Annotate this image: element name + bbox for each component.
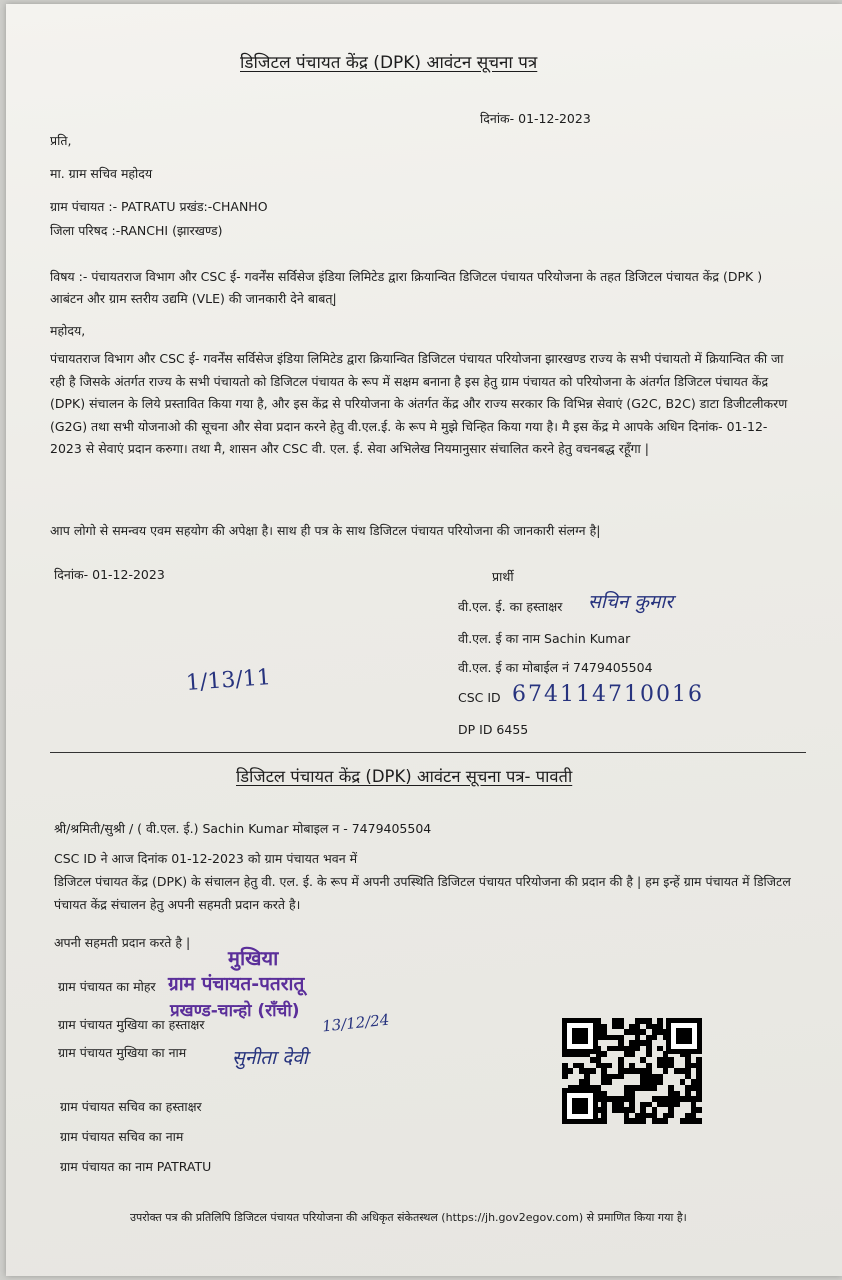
district-line: जिला परिषद :-RANCHI (झारखण्ड): [50, 223, 223, 238]
vle-name-line: वी.एल. ई का नाम Sachin Kumar: [458, 631, 631, 646]
qr-finder-top-left: [562, 1018, 598, 1054]
csc-id-handwritten: 674114710016: [512, 682, 704, 707]
stamp-line-3: प्रखण्ड-चान्हो (राँची): [170, 1001, 300, 1021]
mukhiya-name-handwritten: सुनीता देवी: [232, 1047, 308, 1069]
applicant-label: प्रार्थी: [492, 569, 514, 584]
receipt-line-4: अपनी सहमती प्रदान करते है |: [54, 935, 191, 950]
secretary-sign-label: ग्राम पंचायत सचिव का हस्ताक्षर: [60, 1099, 202, 1114]
stamp-line-1: मुखिया: [228, 946, 279, 970]
vle-mobile-line: वी.एल. ई का मोबाईल नं 7479405504: [458, 660, 653, 675]
receipt-line-2: CSC ID ने आज दिनांक 01-12-2023 को ग्राम पंचायत भवन में: [54, 851, 358, 866]
subject: विषय :- पंचायतराज विभाग और CSC ई- गवर्नेंस सर्विसेज इंडिया लिमिटेड द्वारा क्रियान्वित डिजिटल पंचायत परियोजना के तहत डिजिटल पंचायत केंद्र (DPK ) आबंटन और ग्राम स्तरीय उद्यमि (VLE) की जानकारी देने बाबत्|: [50, 269, 763, 306]
addressee: मा. ग्राम सचिव महोदय: [50, 166, 153, 181]
notice-paper: [6, 4, 842, 1276]
panchayat-line: ग्राम पंचायत :- PATRATU प्रखंड:-CHANHO: [50, 199, 268, 214]
stamp-date: 13/12/24: [321, 1010, 391, 1036]
mukhiya-name-label: ग्राम पंचायत मुखिया का नाम: [58, 1045, 187, 1060]
sign-date: दिनांक- 01-12-2023: [54, 567, 165, 582]
body-paragraph: पंचायतराज विभाग और CSC ई- गवर्नेंस सर्विसेज इंडिया लिमिटेड द्वारा क्रियान्वित डिजिटल पंचायत परियोजना झारखण्ड राज्य के सभी पंचायतो में क्रियान्वित की जा रही है जिसके अंतर्गत राज्य के सभी पंचायतो को डिजिटल पंचायत के रूप में सक्षम बनाना है इस हेतु ग्राम पंचायत को परियोजना के अंतर्गत डिजिटल पंचायत केंद्र (DPK) संचालन के लिये प्रस्तावित किया गया है, और इस केंद्र से परियोजना के अंतर्गत केंद्र और राज्य सरकार कि विभिन्न सेवाएं (G2C, B2C) डाटा डिजीटलीकरण (G2G) तथा सभी योजनाओ की सूचना और सेवा प्रदान करने हेतु वी.एल.ई. के रूप मे मुझे चिन्हित किया गया है। मै इस केंद्र मे आपके अधिन दिनांक- 01-12-2023 से सेवाएं प्रदान करुगा। तथा मै, शासन और CSC वी. एल. ई. सेवा अभिलेख नियमानुसार संचालित करने हेतु वचनबद्ध रहूँगा |: [50, 351, 788, 456]
qr-finder-bottom-left: [562, 1088, 598, 1124]
receipt-title: डिजिटल पंचायत केंद्र (DPK) आवंटन सूचना पत्र- पावती: [236, 767, 573, 786]
footer-note: उपरोक्त पत्र की प्रतिलिपि डिजिटल पंचायत परियोजना की अधिकृत संकेतस्थल (https://jh.gov2egov.com) से प्रमाणित किया गया है।: [130, 1211, 687, 1224]
dp-id-line: DP ID 6455: [458, 722, 529, 737]
receipt-line-1: श्री/श्रमिती/सुश्री / ( वी.एल. ई.) Sachin Kumar मोबाइल न - 7479405504: [54, 821, 432, 836]
qr-module: [696, 1118, 702, 1124]
notice-date: दिनांक- 01-12-2023: [480, 111, 591, 126]
stamp-line-2: ग्राम पंचायत-पतरातू: [168, 973, 305, 995]
vle-sign-label: वी.एल. ई. का हस्ताक्षर: [458, 599, 563, 614]
mukhiya-sign-label: ग्राम पंचायत मुखिया का हस्ताक्षर: [58, 1017, 205, 1032]
panchayat-name-line: ग्राम पंचायत का नाम PATRATU: [60, 1159, 212, 1174]
secretary-name-label: ग्राम पंचायत सचिव का नाम: [60, 1129, 184, 1144]
csc-id-label: CSC ID: [458, 690, 501, 705]
qr-finder-top-right: [666, 1018, 702, 1054]
vle-signature: सचिन कुमार: [588, 591, 674, 613]
seal-label: ग्राम पंचायत का मोहर: [58, 979, 156, 994]
receipt-line-3: डिजिटल पंचायत केंद्र (DPK) के संचालन हेतु वी. एल. ई. के रूप में अपनी उपस्थिति डिजिटल पंचायत परियोजना की प्रदान की है | हम इन्हें ग्राम पंचायत में डिजिटल पंचायत केंद्र संचालन हेतु अपनी सहमती प्रदान करते है।: [54, 874, 791, 912]
salutation: महोदय,: [50, 323, 86, 338]
margin-note: 1/13/11: [185, 665, 272, 696]
to-line: प्रति,: [50, 133, 72, 148]
request-line: आप लोगो से समन्वय एवम सहयोग की अपेक्षा है। साथ ही पत्र के साथ डिजिटल पंचायत परियोजना की जानकारी संलग्न है|: [50, 523, 601, 538]
section-divider: [50, 752, 806, 753]
notice-title: डिजिटल पंचायत केंद्र (DPK) आवंटन सूचना पत्र: [240, 53, 538, 73]
